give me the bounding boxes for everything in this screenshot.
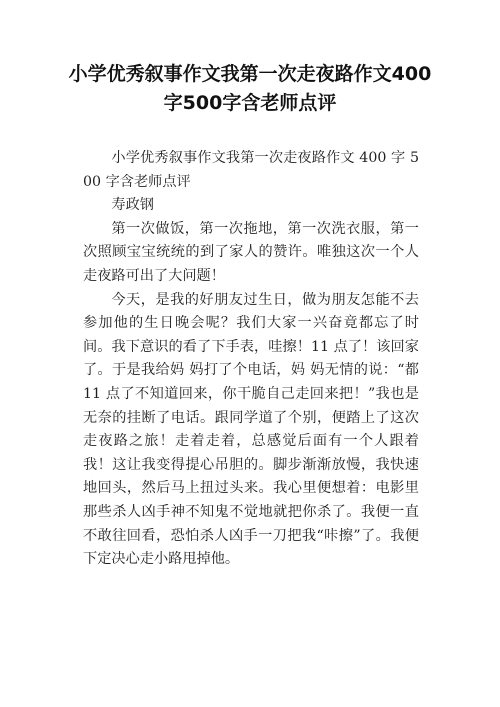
document-body [83, 147, 419, 572]
subtitle-paragraph: 小学优秀叙事作文我第一次走夜路作文 400 字 500 字含老师点评 [83, 150, 419, 190]
body-paragraph: 第一次做饭，第一次拖地，第一次洗衣服，第一次照顾宝宝统统的到了家人的赞许。唯独这次一个人走夜路可出了大问题！ [83, 220, 419, 284]
body-paragraph: 今天，是我的好朋友过生日，做为朋友怎能不去参加他的生日晚会呢？我们大家一兴奋竟都忘了时间。我下意识的看了下手表，哇擦！11 点了！该回家了。于是我给妈 妈打了个电话，妈 妈无情的说：“都 11 点了不知道回来，你干脆自己走回来把！”我也是无奈的挂断了电话。跟同学道了个别，便踏上了这次走夜路之旅！走着走着，总感觉后面有一个人跟着我！这让我变得提心吊胆的。脚步渐渐放慢，我快速地回头，然后马上扭过头来。我心里便想着：电影里那些杀人凶手神不知鬼不觉地就把你杀了。我便一直不敢往回看，恐怕杀人凶手一刀把我“咔擦”了。我便下定决心走小路甩掉他。 [83, 291, 419, 568]
author-name: 寿政钢 [111, 197, 154, 214]
document-title: 小学优秀叙事作文我第一次走夜路作文400字500字含老师点评 [68, 63, 432, 114]
